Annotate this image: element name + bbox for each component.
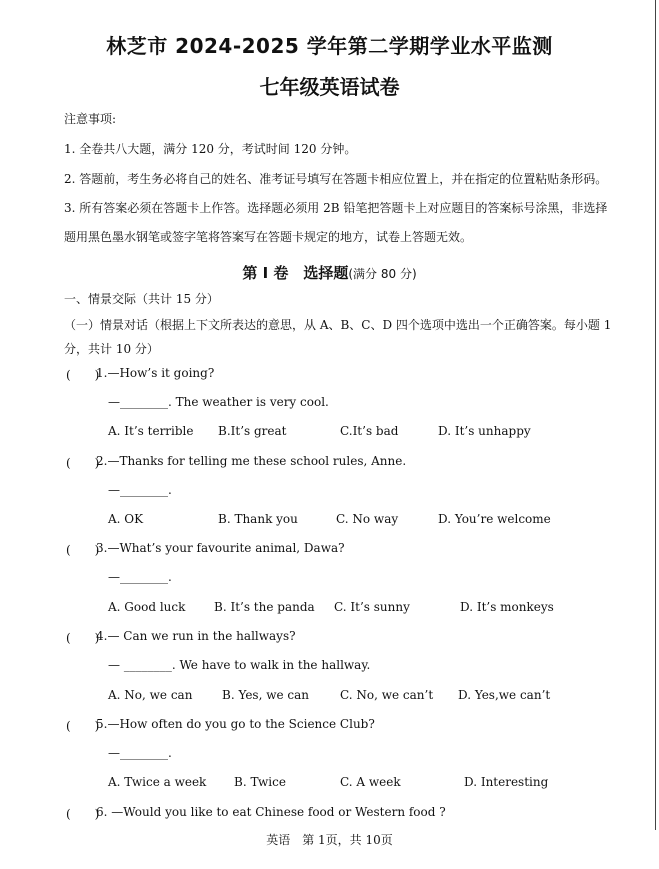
- answer-blank-1[interactable]: ( ): [66, 368, 100, 382]
- question-2: 2.—Thanks for telling me these school rules, Anne.: [96, 454, 407, 468]
- q3-option-a: A. Good luck: [108, 600, 186, 614]
- question-2-dialog: —________.: [108, 483, 172, 497]
- q5-option-a: A. Twice a week: [108, 775, 207, 789]
- answer-blank-5[interactable]: ( ): [66, 719, 100, 733]
- note-item-3-cont: 题用黑色墨水钢笔或签字笔将答案写在答题卡规定的地方，试卷上答题无效。: [64, 230, 473, 244]
- q2-option-a: A. OK: [108, 512, 144, 526]
- q4-option-c: C. No, we can’t: [340, 688, 434, 702]
- q4-option-b: B. Yes, we can: [222, 688, 310, 702]
- note-item-1: 1. 全卷共八大题，满分 120 分，考试时间 120 分钟。: [64, 142, 357, 156]
- part1-instruction-line1: （一）情景对话（根据上下文所表达的意思，从 A、B、C、D 四个选项中选出一个正确答案。每小题 1: [64, 318, 612, 332]
- part1-instruction-line2: 分，共计 10 分）: [64, 342, 159, 356]
- q1-option-a: A. It’s terrible: [108, 424, 194, 438]
- q1-option-c: C.It’s bad: [340, 424, 399, 438]
- question-1: 1.—How’s it going?: [96, 366, 215, 380]
- section-score: (满分 80 分): [348, 267, 417, 281]
- answer-blank-4[interactable]: ( ): [66, 631, 100, 645]
- q4-option-a: A. No, we can: [108, 688, 193, 702]
- answer-blank-3[interactable]: ( ): [66, 543, 100, 557]
- question-6: 6. —Would you like to eat Chinese food or Western food ?: [96, 805, 446, 819]
- notes-heading: 注意事项:: [64, 112, 117, 126]
- part1-heading: 一、情景交际（共计 15 分）: [64, 292, 219, 306]
- question-4: 4.— Can we run in the hallways?: [96, 629, 296, 643]
- q3-option-b: B. It’s the panda: [214, 600, 315, 614]
- q5-option-b: B. Twice: [234, 775, 286, 789]
- q2-option-b: B. Thank you: [218, 512, 298, 526]
- question-3: 3.—What’s your favourite animal, Dawa?: [96, 541, 345, 555]
- question-5-dialog: —________.: [108, 746, 172, 760]
- right-edge-rule: [655, 0, 656, 830]
- exam-title-line1: 林芝市 2024-2025 学年第二学期学业水平监测: [106, 34, 553, 58]
- question-3-dialog: —________.: [108, 570, 172, 584]
- q5-option-c: C. A week: [340, 775, 401, 789]
- question-5: 5.—How often do you go to the Science Club?: [96, 717, 375, 731]
- question-4-dialog: — ________. We have to walk in the hallway.: [108, 658, 371, 672]
- q5-option-d: D. Interesting: [464, 775, 549, 789]
- note-item-2: 2. 答题前，考生务必将自己的姓名、准考证号填写在答题卡相应位置上，并在指定的位置粘贴条形码。: [64, 172, 608, 186]
- q2-option-d: D. You’re welcome: [438, 512, 551, 526]
- question-1-dialog: —________. The weather is very cool.: [108, 395, 329, 409]
- note-item-3: 3. 所有答案必须在答题卡上作答。选择题必须用 2B 铅笔把答题卡上对应题目的答案标号涂黑，非选择: [64, 201, 608, 215]
- q3-option-c: C. It’s sunny: [334, 600, 410, 614]
- answer-blank-6[interactable]: ( ): [66, 807, 100, 821]
- q4-option-d: D. Yes,we can’t: [458, 688, 551, 702]
- exam-title-line2: 七年级英语试卷: [259, 75, 400, 99]
- section-title: 第 I 卷 选择题: [242, 264, 349, 282]
- page-footer: 英语 第 1页，共 10页: [266, 833, 393, 847]
- q3-option-d: D. It’s monkeys: [460, 600, 554, 614]
- q1-option-b: B.It’s great: [218, 424, 287, 438]
- answer-blank-2[interactable]: ( ): [66, 456, 100, 470]
- q1-option-d: D. It’s unhappy: [438, 424, 531, 438]
- q2-option-c: C. No way: [336, 512, 399, 526]
- section-heading: [0, 262, 659, 283]
